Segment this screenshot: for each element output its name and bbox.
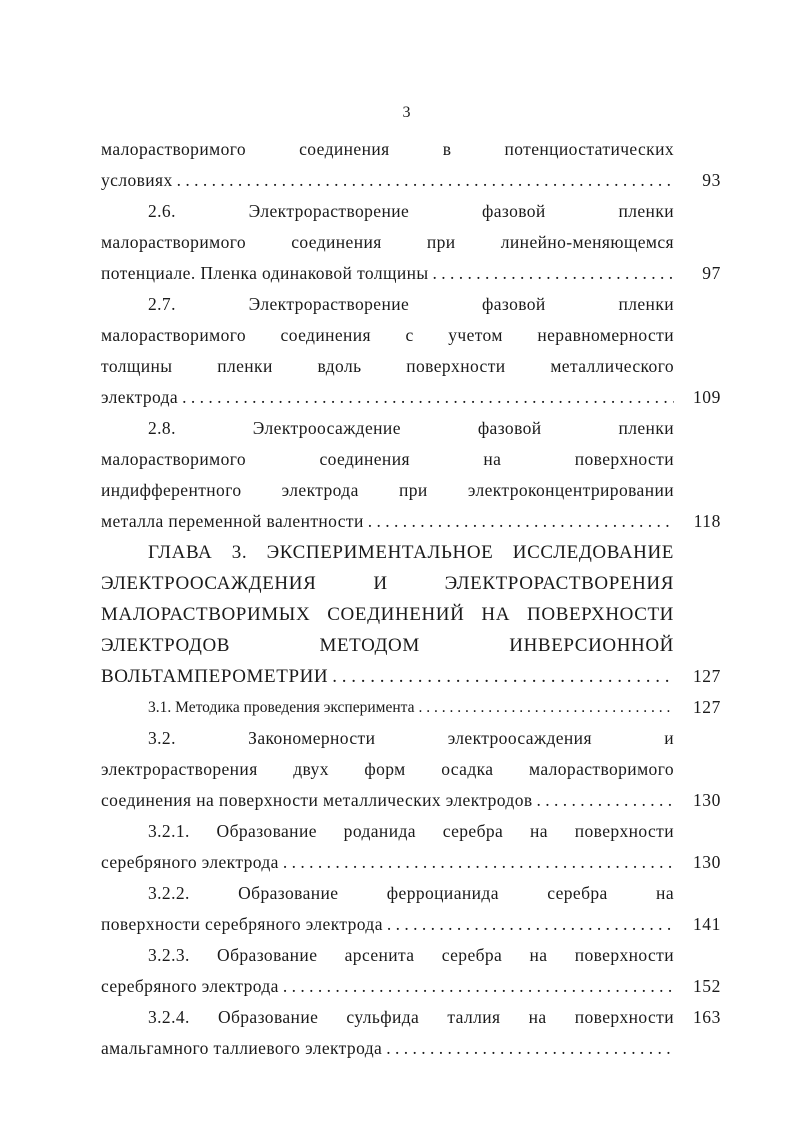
toc-entry-line: малорастворимого соединения на поверхности [101,449,674,469]
toc-entry-text: металла переменной валентности [101,511,364,531]
toc-entry-last-line [101,785,674,816]
toc-entry-line: ГЛАВА 3. ЭКСПЕРИМЕНТАЛЬНОЕ ИССЛЕДОВАНИЕ [148,542,674,563]
toc-entry-line: МАЛОРАСТВОРИМЫХ СОЕДИНЕНИЙ НА ПОВЕРХНОСТИ [101,604,674,625]
toc-page-number: 127 [692,697,721,717]
leader-dots [433,258,674,289]
toc-entry-3-2 [101,723,721,816]
toc-entry-last-line [101,692,674,723]
toc-entry-line: ЭЛЕКТРООСАЖДЕНИЯ И ЭЛЕКТРОРАСТВОРЕНИЯ [101,573,674,594]
toc-page-number: 109 [692,387,721,407]
toc-entry-last-line [101,382,674,413]
toc-entry-line: 3.2.1. Образование роданида серебра на поверхности [148,821,674,841]
toc-entry-line: 2.7. Электрорастворение фазовой пленки [148,294,674,314]
toc-entry-3-2-3 [101,940,721,1002]
toc-entry-line: 3.2.4. Образование сульфида таллия на поверхности [148,1007,674,1027]
toc-entry-line: малорастворимого соединения в потенциостатических [101,139,674,159]
toc-entry-2-6 [101,196,721,289]
toc-entry-line: 2.6. Электрорастворение фазовой пленки [148,201,674,221]
toc-page-number: 97 [702,263,721,283]
toc-entry-text: 3.1. Методика проведения эксперимента [148,699,415,716]
toc-entry-chapter-3 [101,537,721,692]
toc-entry-text: потенциале. Пленка одинаковой толщины [101,263,429,283]
toc-entry-text: соединения на поверхности металлических электродов [101,790,533,810]
toc-entry-3-2-4 [101,1002,721,1064]
toc-entry-3-1 [101,692,721,723]
toc-entry-line: малорастворимого соединения при линейно-меняющемся [101,232,674,252]
toc-page-number: 130 [692,852,721,872]
toc-entry-last-line [101,971,674,1002]
toc-entry-text: поверхности серебряного электрода [101,914,383,934]
toc-page-number: 141 [692,914,721,934]
toc-entry-line: толщины пленки вдоль поверхности металлического [101,356,674,376]
toc-entry-last-line [101,909,674,940]
toc-page-number: 130 [692,790,721,810]
leader-dots [418,692,674,723]
toc-entry-text: электрода [101,387,179,407]
toc-entry-text: серебряного электрода [101,976,279,996]
toc-entry-line: 3.2.3. Образование арсенита серебра на поверхности [148,945,674,965]
toc-page-number: 93 [702,170,721,190]
toc-entry-last-line [101,506,674,537]
toc-entry-line: 3.2. Закономерности электроосаждения и [148,728,674,748]
toc-page-number: 152 [692,976,721,996]
toc-entry-3-2-1 [101,816,721,878]
leader-dots [283,971,674,1002]
toc-entry-line: 2.8. Электроосаждение фазовой пленки [148,418,674,438]
toc-entry-2-7 [101,289,721,413]
toc-entry-text: амальгамного таллиевого электрода [101,1038,383,1058]
leader-dots [386,1033,674,1064]
leader-dots [537,785,674,816]
table-of-contents [101,134,721,1064]
toc-entry-line: ЭЛЕКТРОДОВ МЕТОДОМ ИНВЕРСИОННОЙ [101,635,674,656]
toc-entry-line: малорастворимого соединения с учетом неравномерности [101,325,674,345]
toc-page-number: 118 [693,511,721,531]
toc-entry-last-line [101,165,674,196]
toc-entry-line: 3.2.2. Образование ферроцианида серебра на [148,883,674,903]
toc-entry-text: серебряного электрода [101,852,279,872]
leader-dots [332,661,674,692]
leader-dots [368,506,674,537]
toc-entry-last-line [101,661,674,692]
leader-dots [177,165,674,196]
toc-page-number: 127 [692,666,721,686]
leader-dots [182,382,674,413]
toc-entry-text: ВОЛЬТАМПЕРОМЕТРИИ [101,666,329,687]
toc-page-number: 163 [692,1007,721,1027]
toc-entry-line: индифферентного электрода при электроконцентрировании [101,480,674,500]
toc-entry-last-line [101,847,674,878]
page-number: 3 [402,104,411,121]
toc-entry-last-line [101,1033,674,1064]
toc-entry-line: электрорастворения двух форм осадка малорастворимого [101,759,674,779]
toc-entry-3-2-2 [101,878,721,940]
leader-dots [283,847,674,878]
leader-dots [387,909,674,940]
toc-entry-last-line [101,258,674,289]
toc-entry-2-8 [101,413,721,537]
toc-entry-solubility-potentiostatic [101,134,721,196]
toc-entry-text: условиях [101,170,173,190]
